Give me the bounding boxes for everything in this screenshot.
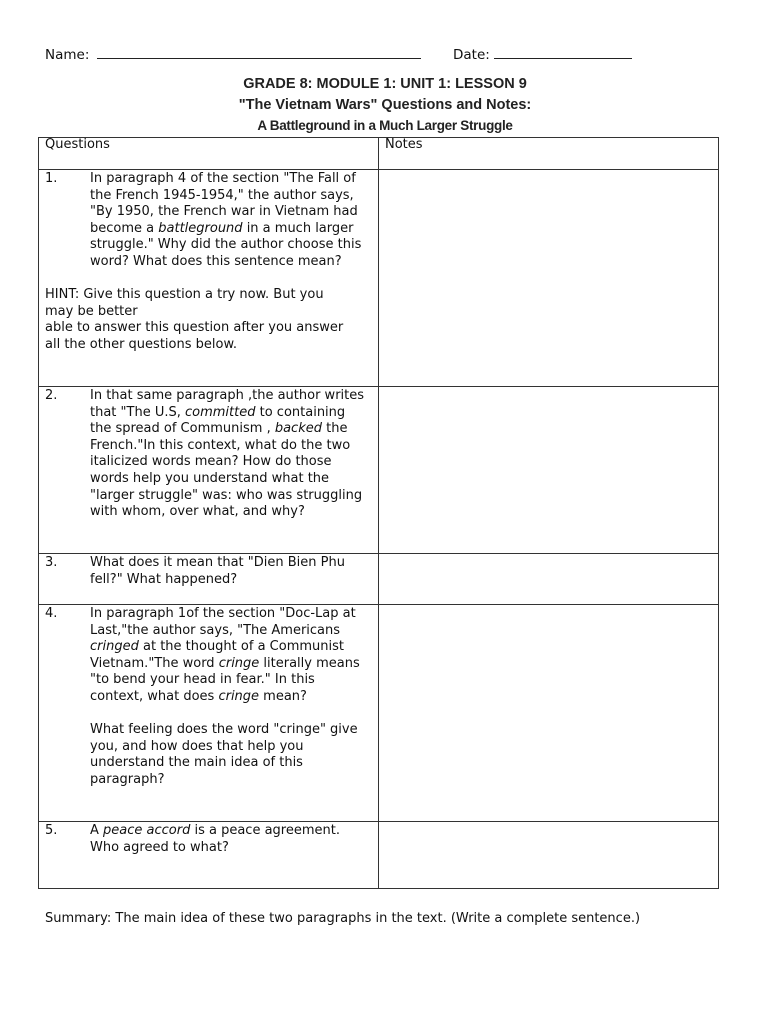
text-run: In that same paragraph ,the author writes that "The U.S, — [90, 388, 365, 420]
name-blank-line[interactable] — [97, 46, 421, 59]
italic-term: cringe — [218, 688, 260, 704]
question-text — [90, 823, 370, 856]
text-run: at the thought of a Communist Vietnam."The word — [90, 639, 344, 671]
question-text — [90, 171, 370, 271]
notes-cell[interactable] — [379, 822, 719, 889]
question-text — [90, 388, 370, 521]
question-paragraph — [90, 555, 370, 588]
question-number: 1. — [45, 171, 58, 186]
notes-column-header: Notes — [379, 138, 719, 170]
italic-term: battleground — [158, 220, 243, 236]
question-text — [90, 555, 370, 588]
text-run: What does it mean that "Dien Bien Phu fell?" What happened? — [90, 555, 345, 587]
question-paragraph — [90, 171, 370, 271]
italic-term: backed — [274, 421, 322, 437]
text-run: to containing the spread of Communism , — [90, 404, 346, 437]
hint-line: HINT: Give this question a try now. But you — [45, 287, 324, 303]
name-field — [45, 46, 421, 63]
table-row — [39, 554, 719, 605]
date-blank-line[interactable] — [494, 46, 632, 59]
question-paragraph — [90, 606, 370, 706]
text-run: What feeling does the word "cringe" give you, and how does that help you understand the main idea of this paragraph? — [90, 722, 358, 787]
text-run: the French."In this context, what do the two italicized words mean? How do those words help you understand what the "larger struggle" was: who was struggling with whom, over what, and why? — [90, 421, 363, 520]
italic-term: cringed — [90, 639, 139, 655]
question-number: 5. — [45, 823, 58, 838]
worksheet-subtitle: A Battleground in a Much Larger Struggle — [257, 118, 513, 133]
notes-cell[interactable] — [379, 605, 719, 822]
name-label: Name: — [45, 47, 90, 63]
italic-term: cringe — [218, 655, 260, 671]
question-cell — [39, 605, 379, 822]
question-cell — [39, 387, 379, 554]
italic-term: peace accord — [103, 823, 191, 838]
hint-text — [45, 287, 370, 353]
text-run: is a peace agreement. Who agreed to what? — [90, 823, 340, 855]
hint-line: all the other questions below. — [45, 336, 238, 352]
hint-line: able to answer this question after you answer — [45, 320, 344, 336]
question-paragraph — [90, 722, 370, 788]
question-text — [90, 606, 370, 789]
notes-cell[interactable] — [379, 387, 719, 554]
notes-cell[interactable] — [379, 170, 719, 387]
question-number: 4. — [45, 606, 58, 621]
question-number: 3. — [45, 555, 58, 570]
table-header-row — [39, 138, 719, 170]
hint-line: may be better — [45, 303, 138, 319]
text-run: mean? — [259, 688, 307, 704]
worksheet-title: "The Vietnam Wars" Questions and Notes: — [238, 97, 532, 113]
date-label: Date: — [453, 47, 490, 63]
text-run: In paragraph 1of the section "Doc-Lap at Last,"the author says, "The Americans — [90, 606, 356, 638]
question-cell — [39, 822, 379, 889]
lesson-title: GRADE 8: MODULE 1: UNIT 1: LESSON 9 — [243, 76, 527, 92]
italic-term: committed — [185, 404, 256, 420]
text-run: in a much larger struggle." Why did the author choose this word? What does this sentence mean? — [90, 220, 362, 269]
text-run: In paragraph 4 of the section "The Fall of the French 1945-1954," the author says, "By 1950, the French war in Vietnam had become a — [90, 171, 358, 236]
questions-notes-table — [38, 137, 719, 889]
text-run: A — [90, 823, 104, 838]
question-paragraph — [90, 823, 370, 856]
question-number: 2. — [45, 388, 58, 403]
notes-cell[interactable] — [379, 554, 719, 605]
questions-column-header: Questions — [39, 138, 379, 170]
question-paragraph — [90, 388, 370, 521]
table-row — [39, 822, 719, 889]
question-cell — [39, 554, 379, 605]
text-run: literally means "to bend your head in fear." In this context, what does — [90, 655, 360, 704]
date-field — [453, 46, 632, 63]
summary-prompt: Summary: The main idea of these two paragraphs in the text. (Write a complete sentence.) — [45, 911, 641, 926]
table-row — [39, 170, 719, 387]
table-row — [39, 387, 719, 554]
table-row — [39, 605, 719, 822]
question-cell — [39, 170, 379, 387]
